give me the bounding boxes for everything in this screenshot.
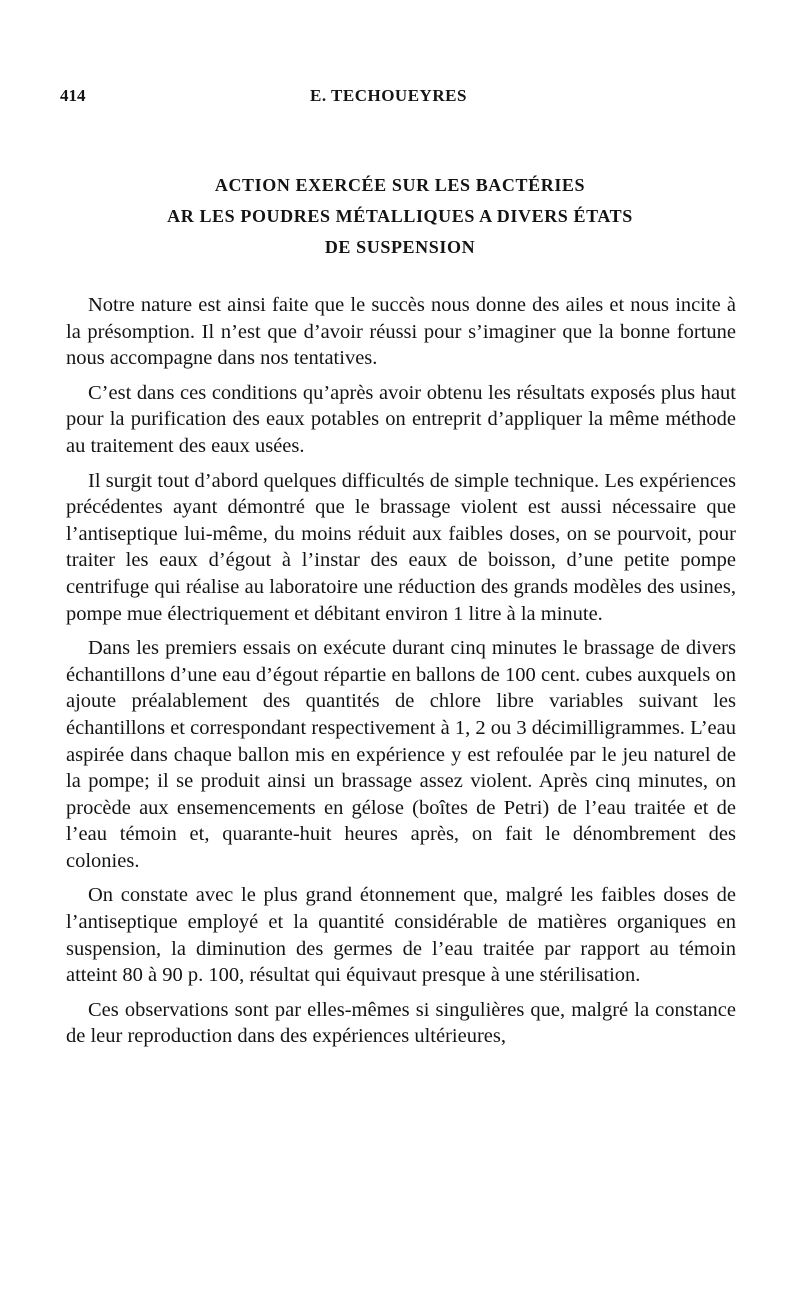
page-number: 414 — [60, 86, 86, 105]
paragraph: On constate avec le plus grand étonnement que, malgré les faibles doses de l’antiseptique employé et la quantité considérable de matières organiques en suspension, la diminution des germes de l’eau traitée par rapport au témoin atteint 80 à 90 p. 100, résultat qui équivaut presque à une stérilisation. — [66, 884, 736, 987]
section-title-line: ACTION EXERCÉE SUR LES BACTÉRIES — [214, 175, 586, 195]
page-header — [60, 86, 740, 110]
paragraph: Notre nature est ainsi faite que le succès nous donne des ailes et nous incite à la présomption. Il n’est que d’avoir réussi pour s’imaginer que la bonne fortune nous accompagne dans nos tentatives. — [66, 294, 736, 370]
paragraph: Ces observations sont par elles-mêmes si singulières que, malgré la constance de leur reproduction dans des expériences ultérieures, — [66, 998, 736, 1048]
section-title — [60, 170, 740, 263]
section-title-line: AR LES POUDRES MÉTALLIQUES A DIVERS ÉTATS — [167, 206, 633, 226]
paragraph: Il surgit tout d’abord quelques difficultés de simple technique. Les expériences précédentes ayant démontré que le brassage violent est aussi nécessaire que l’antiseptique lui-même, du moins réduit aux faibles doses, on se pourvoit, pour traiter les eaux d’égout à l’instar des eaux de boisson, d’une petite pompe centrifuge qui réalise au laboratoire une réduction des grands modèles des usines, pompe mue électriquement et débitant environ 1 litre à la minute. — [66, 469, 736, 625]
running-head: E. TECHOUEYRES — [310, 86, 467, 105]
paragraph: Dans les premiers essais on exécute durant cinq minutes le brassage de divers échantillons d’une eau d’égout répartie en ballons de 100 cent. cubes auxquels on ajoute préalablement des quantités de chlore libre variables suivant les échantillons et correspondant respectivement à 1, 2 ou 3 décimilligrammes. L’eau aspirée dans chaque ballon mis en expérience y est refoulée par le jeu naturel de la pompe; il se produit ainsi un brassage assez violent. Après cinq minutes, on procède aux ensemencements en gélose (boîtes de Petri) de l’eau traitée et de l’eau témoin et, quarante-huit heures après, on fait le dénombrement des colonies. — [66, 637, 736, 872]
section-title-line: DE SUSPENSION — [324, 237, 476, 257]
body-text — [66, 292, 736, 1058]
paragraph: C’est dans ces conditions qu’après avoir obtenu les résultats exposés plus haut pour la purification des eaux potables on entreprit d’appliquer la même méthode au traitement des eaux usées. — [66, 381, 736, 457]
